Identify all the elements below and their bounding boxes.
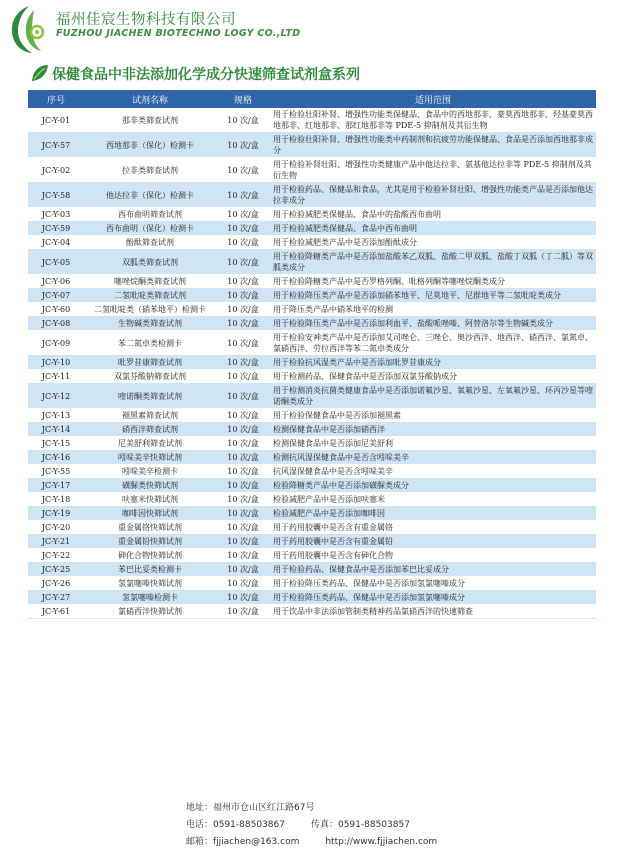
cell-spec: 10 次/盒 <box>216 275 270 289</box>
cell-spec: 10 次/盒 <box>216 108 270 133</box>
cell-spec: 10 次/盒 <box>216 591 270 605</box>
reagent-kit-table <box>28 90 596 619</box>
cell-spec: 10 次/盒 <box>216 208 270 222</box>
table-row <box>28 158 596 183</box>
cell-name: 那非类筛查试剂 <box>84 108 216 133</box>
table-row <box>28 356 596 370</box>
table-row <box>28 591 596 605</box>
fax-text: 传真：0591-88503857 <box>310 820 410 830</box>
column-header-spec: 规格 <box>216 90 270 108</box>
cell-scope: 用于检验药品、保健食品中是否添加苯巴比妥成分 <box>270 563 596 577</box>
table-row <box>28 493 596 507</box>
cell-name: 硝西泮筛查试剂 <box>84 423 216 437</box>
cell-spec: 10 次/盒 <box>216 423 270 437</box>
cell-id: JC-Y-18 <box>28 493 84 507</box>
cell-id: JC-Y-07 <box>28 289 84 303</box>
table-row <box>28 535 596 549</box>
cell-spec: 10 次/盒 <box>216 250 270 275</box>
cell-scope: 检测保健食品中是否添加硝西泮 <box>270 423 596 437</box>
cell-spec: 10 次/盒 <box>216 549 270 563</box>
table-header-row <box>28 90 596 108</box>
cell-id: JC-Y-01 <box>28 108 84 133</box>
cell-id: JC-Y-06 <box>28 275 84 289</box>
cell-id: JC-Y-57 <box>28 133 84 158</box>
cell-spec: 10 次/盒 <box>216 158 270 183</box>
cell-scope: 用于检验补肾壮阳、增强性功类健康产品中他达拉非、氨基他达拉非等 PDE-5 抑制剂及其衍生物 <box>270 158 596 183</box>
cell-name: 西地那非（保化）检测卡 <box>84 133 216 158</box>
cell-name: 他达拉非（保化）检测卡 <box>84 183 216 208</box>
cell-id: JC-Y-21 <box>28 535 84 549</box>
cell-id: JC-Y-11 <box>28 370 84 384</box>
cell-name: 拉非类筛查试剂 <box>84 158 216 183</box>
cell-spec: 10 次/盒 <box>216 479 270 493</box>
cell-scope: 用于饮品中非法添加管制类精神药品氯硝西泮的快速筛查 <box>270 605 596 619</box>
table-row <box>28 208 596 222</box>
cell-scope: 用于检验减肥类保健品、食品中的盐酸西布曲明 <box>270 208 596 222</box>
cell-id: JC-Y-20 <box>28 521 84 535</box>
cell-name: 苯巴比妥类检测卡 <box>84 563 216 577</box>
cell-name: 咖啡因快筛试剂 <box>84 507 216 521</box>
table-row <box>28 289 596 303</box>
cell-spec: 10 次/盒 <box>216 303 270 317</box>
cell-name: 砷化合物快筛试剂 <box>84 549 216 563</box>
table-row <box>28 108 596 133</box>
cell-scope: 检验减肥产品中是否添加呋塞米 <box>270 493 596 507</box>
leaf-icon <box>30 63 50 83</box>
table-row <box>28 549 596 563</box>
cell-scope: 用于检验壮阳补肾、增强性功能类中药制剂和抗疲劳功能保健品、食品是否添加西地那非成分 <box>270 133 596 158</box>
cell-name: 二氢吡啶类筛查试剂 <box>84 289 216 303</box>
cell-spec: 10 次/盒 <box>216 507 270 521</box>
cell-scope: 用于检验减肥类产品中是否添加酚酞成分 <box>270 236 596 250</box>
cell-id: JC-Y-61 <box>28 605 84 619</box>
cell-spec: 10 次/盒 <box>216 331 270 356</box>
cell-spec: 10 次/盒 <box>216 289 270 303</box>
cell-name: 二氢吡啶类（硝苯地平）检测卡 <box>84 303 216 317</box>
table-row <box>28 577 596 591</box>
table-row <box>28 521 596 535</box>
cell-spec: 10 次/盒 <box>216 370 270 384</box>
cell-id: JC-Y-03 <box>28 208 84 222</box>
cell-name: 生物碱类筛查试剂 <box>84 317 216 331</box>
cell-name: 尼美舒利筛查试剂 <box>84 437 216 451</box>
cell-scope: 用于降压类产品中硝苯地平的检测 <box>270 303 596 317</box>
cell-scope: 用于检验抗风湿类产品中是否添加吡罗昔康成分 <box>270 356 596 370</box>
cell-name: 喹诺酮类筛查试剂 <box>84 384 216 409</box>
cell-name: 西布曲明筛查试剂 <box>84 208 216 222</box>
cell-scope: 用于检验降压类药品、保健品中是否添加氢氯噻嗪成分 <box>270 577 596 591</box>
cell-spec: 10 次/盒 <box>216 409 270 423</box>
cell-spec: 10 次/盒 <box>216 384 270 409</box>
table-row <box>28 370 596 384</box>
cell-scope: 检测保健食品中是否添加尼美舒利 <box>270 437 596 451</box>
table-row <box>28 317 596 331</box>
column-header-name: 试剂名称 <box>84 90 216 108</box>
cell-id: JC-Y-27 <box>28 591 84 605</box>
cell-name: 重金属铬快筛试剂 <box>84 521 216 535</box>
table-row <box>28 331 596 356</box>
cell-name: 吲哚美辛检测卡 <box>84 465 216 479</box>
table-row <box>28 222 596 236</box>
column-header-id: 序号 <box>28 90 84 108</box>
cell-spec: 10 次/盒 <box>216 521 270 535</box>
cell-spec: 10 次/盒 <box>216 605 270 619</box>
cell-scope: 用于检验壮阳补肾、增强性功能类保健品、食品中的西地那非、豪莫西地那非、羟基豪莫西地那非、红地那非、那红地那非等 PDE-5 抑制剂及其衍生物 <box>270 108 596 133</box>
cell-scope: 检验减肥产品中是否添加咖啡因 <box>270 507 596 521</box>
cell-spec: 10 次/盒 <box>216 236 270 250</box>
cell-scope: 检验降糖类产品中是否添加磺脲类成分 <box>270 479 596 493</box>
cell-spec: 10 次/盒 <box>216 535 270 549</box>
cell-name: 氯硝西泮快筛试剂 <box>84 605 216 619</box>
table-row <box>28 183 596 208</box>
cell-spec: 10 次/盒 <box>216 133 270 158</box>
cell-spec: 10 次/盒 <box>216 577 270 591</box>
header <box>0 0 630 60</box>
cell-scope: 用于检验降糖类产品中是否添加盐酸苯乙双胍、盐酸二甲双胍、盐酸丁双胍（丁二胍）等双胍类成分 <box>270 250 596 275</box>
cell-id: JC-Y-02 <box>28 158 84 183</box>
cell-name: 氢氯噻嗪快筛试剂 <box>84 577 216 591</box>
table-row <box>28 465 596 479</box>
address-text: 地址：福州市仓山区红江路67号 <box>186 803 315 813</box>
cell-id: JC-Y-16 <box>28 451 84 465</box>
cell-name: 吲哚美辛快筛试剂 <box>84 451 216 465</box>
cell-scope: 用于检验减肥类保健品、食品中西布曲明 <box>270 222 596 236</box>
cell-name: 双氯芬酸钠筛查试剂 <box>84 370 216 384</box>
cell-id: JC-Y-25 <box>28 563 84 577</box>
cell-scope: 用于检测药品、保健食品中是否添加双氯芬酸钠成分 <box>270 370 596 384</box>
company-name-cn: 福州佳宸生物科技有限公司 <box>56 12 236 28</box>
cell-spec: 10 次/盒 <box>216 356 270 370</box>
cell-id: JC-Y-22 <box>28 549 84 563</box>
cell-spec: 10 次/盒 <box>216 563 270 577</box>
cell-id: JC-Y-10 <box>28 356 84 370</box>
cell-name: 褪黑素筛查试剂 <box>84 409 216 423</box>
table-row <box>28 423 596 437</box>
cell-name: 氢氯噻嗪检测卡 <box>84 591 216 605</box>
cell-scope: 抗风湿保健食品中是否含吲哚美辛 <box>270 465 596 479</box>
cell-id: JC-Y-19 <box>28 507 84 521</box>
company-logo-icon <box>6 2 52 56</box>
cell-name: 双胍类筛查试剂 <box>84 250 216 275</box>
cell-scope: 用于药用胶囊中是否含有砷化合物 <box>270 549 596 563</box>
cell-id: JC-Y-04 <box>28 236 84 250</box>
table-row <box>28 133 596 158</box>
cell-scope: 检测抗风湿保健食品中是否含吲哚美辛 <box>270 451 596 465</box>
cell-scope: 用于检验安神类产品中是否添加艾司唑仑、三唑仑、奥沙西泮、地西泮、硝西泮、氯氮卓、氯硝西泮、劳拉西泮等苯二氮卓类成分 <box>270 331 596 356</box>
cell-spec: 10 次/盒 <box>216 451 270 465</box>
cell-scope: 用于检测消炎抗菌类健康食品中是否添加诺氟沙星、氧氟沙星、左氧氟沙星、环丙沙星等喹诺酮类成分 <box>270 384 596 409</box>
cell-name: 吡罗昔康筛查试剂 <box>84 356 216 370</box>
table-row <box>28 563 596 577</box>
cell-name: 噻唑烷酮类筛查试剂 <box>84 275 216 289</box>
cell-spec: 10 次/盒 <box>216 437 270 451</box>
cell-scope: 用于药用胶囊中是否含有重金属铬 <box>270 521 596 535</box>
cell-id: JC-Y-17 <box>28 479 84 493</box>
table-body <box>28 108 596 619</box>
email-web-row <box>186 834 437 851</box>
cell-spec: 10 次/盒 <box>216 493 270 507</box>
cell-id: JC-Y-05 <box>28 250 84 275</box>
table-row <box>28 605 596 619</box>
table-row <box>28 275 596 289</box>
cell-spec: 10 次/盒 <box>216 465 270 479</box>
table-row <box>28 409 596 423</box>
cell-name: 苯二氮卓类检测卡 <box>84 331 216 356</box>
cell-id: JC-Y-55 <box>28 465 84 479</box>
cell-spec: 10 次/盒 <box>216 183 270 208</box>
cell-scope: 用于药用胶囊中是否含有重金属铅 <box>270 535 596 549</box>
cell-id: JC-Y-14 <box>28 423 84 437</box>
section-title: 保健食品中非法添加化学成分快速筛查试剂盒系列 <box>52 67 360 83</box>
website-link[interactable]: http://www.fjjiachen.com <box>325 837 438 847</box>
email-link[interactable]: 邮箱：fjjiachen@163.com <box>186 837 300 847</box>
company-name-en: FUZHOU JIACHEN BIOTECHNO LOGY CO.,LTD <box>56 28 301 39</box>
cell-name: 西布曲明（保化）检测卡 <box>84 222 216 236</box>
cell-scope: 用于检验降糖类产品中是否罗格列酮、吡格列酮等噻唑烷酮类成分 <box>270 275 596 289</box>
cell-id: JC-Y-08 <box>28 317 84 331</box>
cell-scope: 用于检验药品、保健品和食品，尤其是用于检验补肾壮阳、增强性功能类产品是否添加他达拉非成分 <box>270 183 596 208</box>
cell-name: 磺脲类快筛试剂 <box>84 479 216 493</box>
address-row <box>186 800 437 817</box>
cell-id: JC-Y-58 <box>28 183 84 208</box>
cell-name: 呋塞米快筛试剂 <box>84 493 216 507</box>
table-row <box>28 451 596 465</box>
cell-spec: 10 次/盒 <box>216 317 270 331</box>
table-row <box>28 479 596 493</box>
cell-id: JC-Y-13 <box>28 409 84 423</box>
cell-spec: 10 次/盒 <box>216 222 270 236</box>
cell-id: JC-Y-12 <box>28 384 84 409</box>
cell-id: JC-Y-09 <box>28 331 84 356</box>
cell-id: JC-Y-15 <box>28 437 84 451</box>
cell-id: JC-Y-26 <box>28 577 84 591</box>
cell-scope: 用于检验降压类产品中是否添加硝苯地平、尼莫地平、尼群地平等二氢吡啶类成分 <box>270 289 596 303</box>
phone-text: 电话：0591-88503867 <box>186 820 285 830</box>
column-header-scope: 适用范围 <box>270 90 596 108</box>
phone-fax-row <box>186 817 437 834</box>
table-row <box>28 384 596 409</box>
cell-scope: 用于检验降压类药品、保健品中是否添加氢氯噻嗪成分 <box>270 591 596 605</box>
cell-name: 重金属铅快筛试剂 <box>84 535 216 549</box>
table-row <box>28 437 596 451</box>
table-row <box>28 236 596 250</box>
contact-footer <box>186 800 437 851</box>
cell-name: 酚酞筛查试剂 <box>84 236 216 250</box>
cell-scope: 用于检验降压类产品中是否添加利血平、盐酸哌唑嗪、阿替洛尔等生物碱类成分 <box>270 317 596 331</box>
table-row <box>28 507 596 521</box>
cell-scope: 用于检验保健食品中是否添加褪黑素 <box>270 409 596 423</box>
table-row <box>28 250 596 275</box>
table-row <box>28 303 596 317</box>
cell-id: JC-Y-60 <box>28 303 84 317</box>
cell-id: JC-Y-59 <box>28 222 84 236</box>
